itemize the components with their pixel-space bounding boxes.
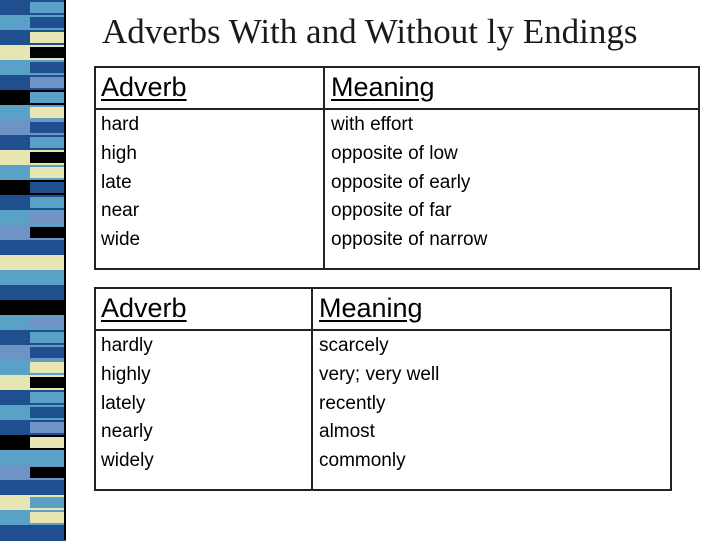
adverb-list (101, 111, 140, 255)
stripe-tile (30, 152, 64, 163)
stripe-tile (30, 302, 64, 313)
list-item: commonly (319, 450, 406, 472)
list-item: highly (101, 363, 151, 385)
meaning-list (319, 332, 439, 476)
stripe-tile (30, 512, 64, 523)
header-meaning: Meaning (331, 72, 435, 102)
stripe-tile (30, 407, 64, 418)
stripe-tile (30, 227, 64, 238)
list-item: lately (101, 392, 146, 414)
stripe-tile (30, 257, 64, 268)
stripe-tile (30, 332, 64, 343)
stripe-tile (30, 167, 64, 178)
stripe-tile (30, 197, 64, 208)
stripe-tile (30, 2, 64, 13)
stripe-tile (30, 212, 64, 223)
list-item: widely (101, 450, 154, 472)
adverb-table-plain (94, 66, 700, 270)
stripe-border (64, 0, 66, 540)
adverb-table-ly (94, 287, 672, 491)
stripe-tile (30, 527, 64, 538)
stripe-tile (30, 92, 64, 103)
column-divider (323, 68, 325, 268)
stripe-tile (30, 62, 64, 73)
slide-title: Adverbs With and Without ly Endings (102, 12, 638, 51)
stripe-tile (30, 452, 64, 463)
stripe-tile (30, 32, 64, 43)
column-divider (311, 289, 313, 489)
list-item: with effort (331, 114, 414, 135)
header-meaning: Meaning (319, 293, 423, 323)
list-item: late (101, 171, 132, 193)
stripe-tile (30, 287, 64, 298)
list-item: almost (319, 421, 375, 443)
stripe-tile (30, 437, 64, 448)
list-item: opposite of early (331, 171, 471, 193)
stripe-tile (30, 182, 64, 193)
stripe-tile (30, 272, 64, 283)
stripe-tile (30, 377, 64, 388)
list-item: wide (101, 229, 141, 251)
list-item: nearly (101, 421, 153, 443)
stripe-tile (30, 392, 64, 403)
stripe-tile (30, 77, 64, 88)
stripe-tile (30, 17, 64, 28)
header-adverb: Adverb (101, 293, 187, 323)
stripe-tile (30, 242, 64, 253)
stripe-tile (30, 317, 64, 328)
stripe-tile (30, 47, 64, 58)
list-item: scarcely (319, 335, 389, 356)
stripe-tile (30, 122, 64, 133)
list-item: recently (319, 392, 386, 414)
adverb-list (101, 332, 154, 476)
stripe-tile (30, 467, 64, 478)
stripe-tile (30, 137, 64, 148)
stripe-tile (30, 422, 64, 433)
list-item: high (101, 142, 137, 164)
stripe-tile (30, 497, 64, 508)
stripe-tile (30, 347, 64, 358)
decorative-stripe (0, 0, 66, 540)
list-item: hardly (101, 335, 153, 356)
stripe-tile (30, 362, 64, 373)
list-item: hard (101, 114, 140, 135)
list-item: opposite of far (331, 200, 452, 222)
list-item: opposite of narrow (331, 229, 488, 251)
stripe-tile (30, 482, 64, 493)
stripe-tile (30, 107, 64, 118)
list-item: very; very well (319, 363, 440, 385)
header-adverb: Adverb (101, 72, 187, 102)
list-item: opposite of low (331, 142, 458, 164)
meaning-list (331, 111, 487, 255)
list-item: near (101, 200, 140, 222)
